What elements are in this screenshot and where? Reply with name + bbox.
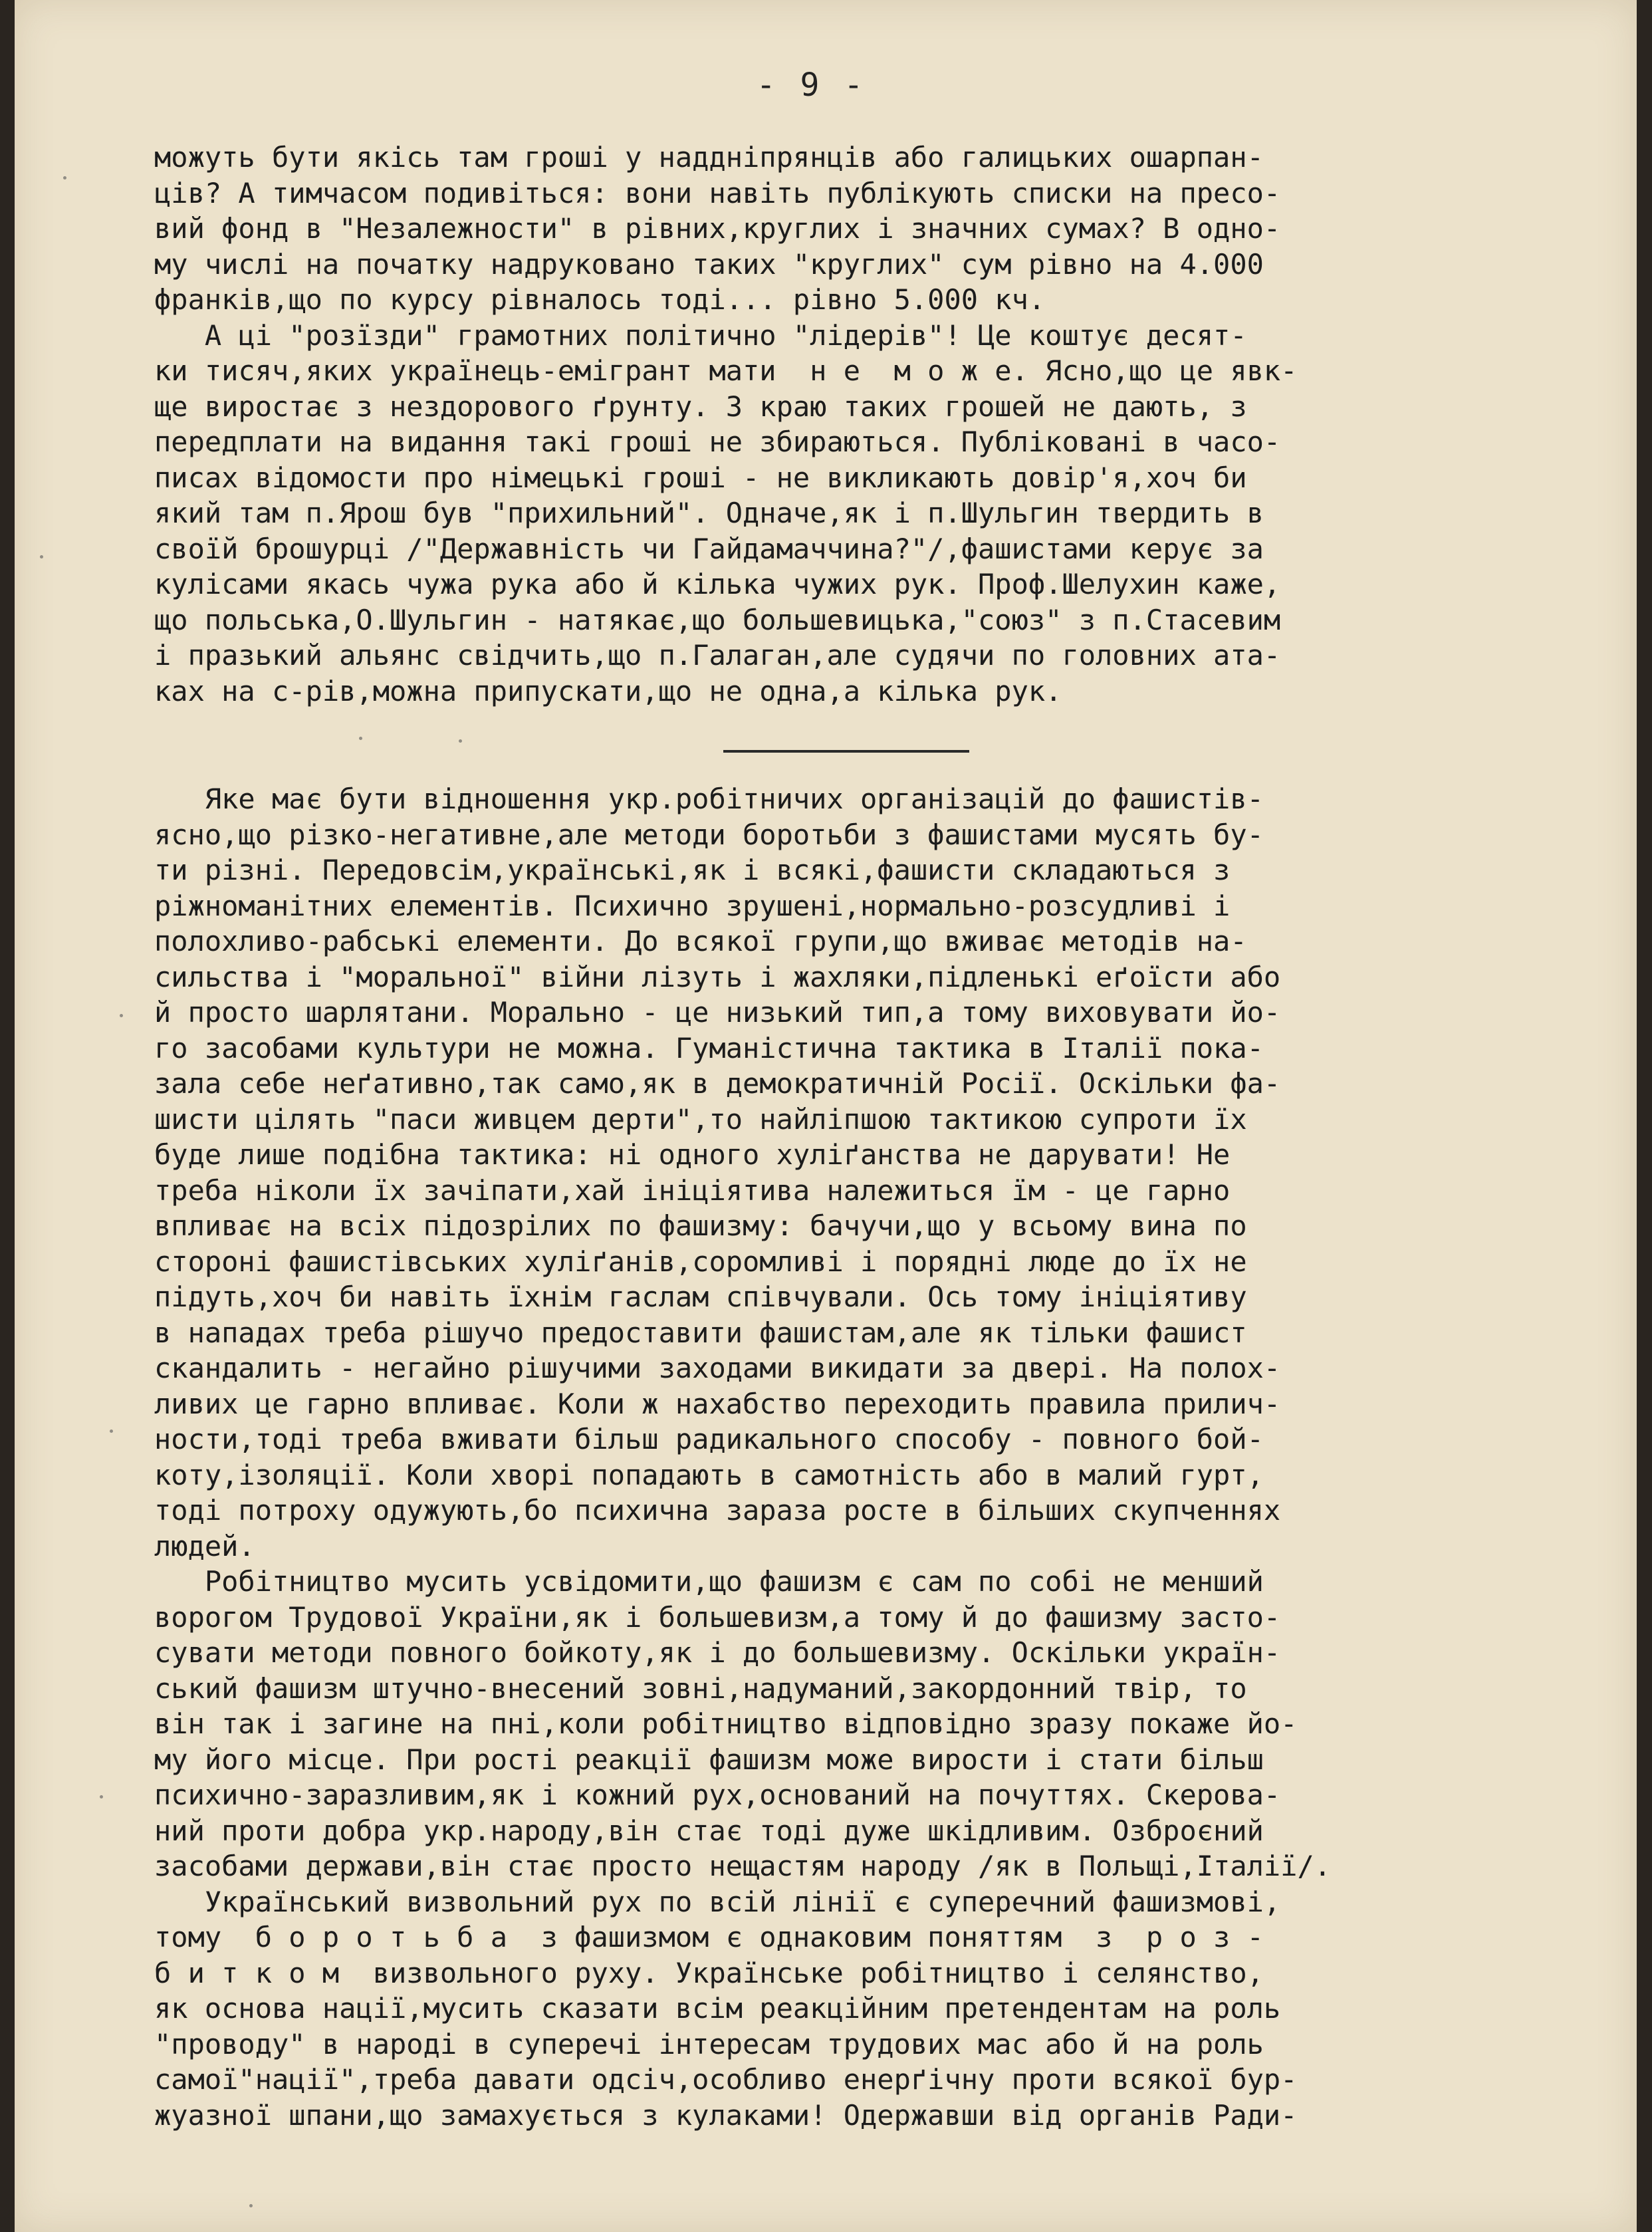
text-line: ців? А тимчасом подивіться: вони навіть публікують списки на пресо- bbox=[154, 176, 1281, 209]
scan-speck bbox=[120, 1014, 123, 1017]
text-line: засобами держави,він стає просто нещастям народу /як в Польщі,Італії/. bbox=[154, 1850, 1332, 1882]
text-line: франків,що по курсу рівналось тоді... рівно 5.000 кч. bbox=[154, 283, 1046, 316]
scan-speck bbox=[100, 1795, 103, 1798]
scan-speck bbox=[359, 737, 362, 740]
text-line: буде лише подібна тактика: ні одного хуліґанства не дарувати! Не bbox=[154, 1138, 1231, 1171]
text-line: який там п.Ярош був "прихильний". Одначе,як і п.Шульгин твердить в bbox=[154, 497, 1264, 529]
scan-speck bbox=[40, 555, 43, 558]
text-line: ти різні. Передовсім,українські,як і всякі,фашисти складаються з bbox=[154, 854, 1231, 886]
section-separator bbox=[723, 750, 969, 753]
text-line: "проводу" в народі в суперечі інтересам трудових мас або й на роль bbox=[154, 2027, 1264, 2060]
text-line: самої"нації",треба давати одсіч,особливо енерґічну проти всякої бур- bbox=[154, 2063, 1298, 2096]
text-line: ний проти добра укр.народу,він стає тоді дуже шкідливим. Озброєний bbox=[154, 1814, 1264, 1847]
text-line: і празький альянс свідчить,що п.Галаган,але судячи по головних ата- bbox=[154, 639, 1281, 672]
text-line: ріжноманітних елементів. Психично зрушені,нормально-розсудливі і bbox=[154, 889, 1231, 922]
text-line: й просто шарлятани. Морально - це низький тип,а тому виховувати йо- bbox=[154, 996, 1281, 1029]
text-line: людей. bbox=[154, 1529, 255, 1562]
text-line: сильства і "моральної" війни лізуть і жахляки,підленькі еґоїсти або bbox=[154, 960, 1281, 993]
scan-speck bbox=[249, 2204, 253, 2207]
text-line: треба ніколи їх зачіпати,хай ініціятива належиться їм - це гарно bbox=[154, 1174, 1231, 1207]
text-line: стороні фашистівських хуліґанів,соромливі і порядні люде до їх не bbox=[154, 1245, 1247, 1278]
text-line: в нападах треба рішучо предоставити фашистам,але як тільки фашист bbox=[154, 1316, 1247, 1349]
text-line: підуть,хоч би навіть їхнім гаслам співчували. Ось тому ініціятиву bbox=[154, 1281, 1247, 1313]
text-line: кулісами якась чужа рука або й кілька чужих рук. Проф.Шелухин каже, bbox=[154, 568, 1281, 600]
text-line: ще виростає з нездорового ґрунту. З краю таких грошей не дають, з bbox=[154, 390, 1247, 423]
text-line: вий фонд в "Незалежности" в рівних,круглих і значних сумах? В одно- bbox=[154, 212, 1281, 245]
text-line: б и т к о м визвольного руху. Українське робітництво і селянство, bbox=[154, 1956, 1264, 1989]
text-line: ки тисяч,яких українець-емігрант мати н е м о ж е. Ясно,що це явк- bbox=[154, 354, 1298, 387]
text-line: ворогом Трудової України,як і большевизм,а тому й до фашизму засто- bbox=[154, 1600, 1281, 1634]
text-line: шисти цілять "паси живцем дерти",то найліпшою тактикою супроти їх bbox=[154, 1102, 1247, 1136]
scan-edge-left bbox=[0, 0, 15, 2232]
text-line: ности,тоді треба вживати більш радикального способу - повного бой- bbox=[154, 1423, 1264, 1455]
text-line: ський фашизм штучно-внесений зовні,надуманий,закордонний твір, то bbox=[154, 1672, 1247, 1705]
text-line: Робітництво мусить усвідомити,що фашизм є сам по собі не менший bbox=[154, 1565, 1264, 1598]
text-block-main bbox=[154, 781, 1524, 2133]
text-line: Український визвольний рух по всій лінії є суперечний фашизмові, bbox=[154, 1885, 1281, 1918]
scan-speck bbox=[63, 176, 66, 180]
text-line: тоді потроху одужують,бо психична зараза росте в більших скупченнях bbox=[154, 1494, 1281, 1527]
page-number: - 9 - bbox=[756, 66, 866, 104]
text-line: він так і загине на пні,коли робітництво відповідно зразу покаже йо- bbox=[154, 1707, 1298, 1740]
text-line: писах відомости про німецькі гроші - не викликають довір'я,хоч би bbox=[154, 461, 1247, 494]
text-line: можуть бути якісь там гроші у наддніпрянців або галицьких ошарпан- bbox=[154, 141, 1264, 174]
text-line: впливає на всіх підозрілих по фашизму: бачучи,що у всьому вина по bbox=[154, 1209, 1247, 1242]
text-block-top bbox=[154, 140, 1524, 709]
text-line: ливих це гарно впливає. Коли ж нахабство переходить правила прилич- bbox=[154, 1387, 1281, 1420]
text-line: ясно,що різко-негативне,але методи боротьби з фашистами мусять бу- bbox=[154, 818, 1264, 851]
scan-speck bbox=[110, 1429, 113, 1433]
scan-speck bbox=[459, 739, 462, 743]
scan-edge-right bbox=[1637, 0, 1652, 2232]
text-line: Яке має бути відношення укр.робітничих організацій до фашистів- bbox=[154, 783, 1264, 815]
text-line: ках на с-рів,можна припускати,що не одна,а кілька рук. bbox=[154, 674, 1062, 707]
text-line: своїй брошурці /"Державність чи Гайдамаччина?"/,фашистами керує за bbox=[154, 532, 1264, 565]
text-line: що польська,О.Шульгин - натякає,що большевицька,"союз" з п.Стасевим bbox=[154, 603, 1281, 636]
text-line: коту,ізоляції. Коли хворі попадають в самотність або в малий гурт, bbox=[154, 1458, 1264, 1491]
text-line: полохливо-рабські елементи. До всякої групи,що вживає методів на- bbox=[154, 925, 1247, 957]
text-line: му числі на початку надруковано таких "круглих" сум рівно на 4.000 bbox=[154, 247, 1264, 281]
text-line: тому б о р о т ь б а з фашизмом є однаковим поняттям з р о з - bbox=[154, 1921, 1264, 1953]
text-line: передплати на видання такі гроші не збираються. Публіковані в часо- bbox=[154, 426, 1281, 458]
text-line: го засобами культури не можна. Гуманістична тактика в Італії пока- bbox=[154, 1031, 1264, 1064]
text-line: скандалить - негайно рішучими заходами викидати за двері. На полох- bbox=[154, 1352, 1281, 1384]
text-line: А ці "розїзди" грамотних політично "лідерів"! Це коштує десят- bbox=[154, 318, 1247, 352]
text-line: як основа нації,мусить сказати всім реакційним претендентам на роль bbox=[154, 1992, 1281, 2025]
text-line: му його місце. При рості реакції фашизм може вирости і стати більш bbox=[154, 1743, 1264, 1776]
text-line: сувати методи повного бойкоту,як і до большевизму. Оскільки україн- bbox=[154, 1636, 1281, 1669]
text-line: зала себе неґативно,так само,як в демократичній Росії. Оскільки фа- bbox=[154, 1067, 1281, 1100]
text-line: психично-заразливим,як і кожний рух,оснований на почуттях. Скерова- bbox=[154, 1779, 1281, 1811]
text-line: жуазної шпани,що замахується з кулаками! Одержавши від органів Ради- bbox=[154, 2098, 1298, 2132]
